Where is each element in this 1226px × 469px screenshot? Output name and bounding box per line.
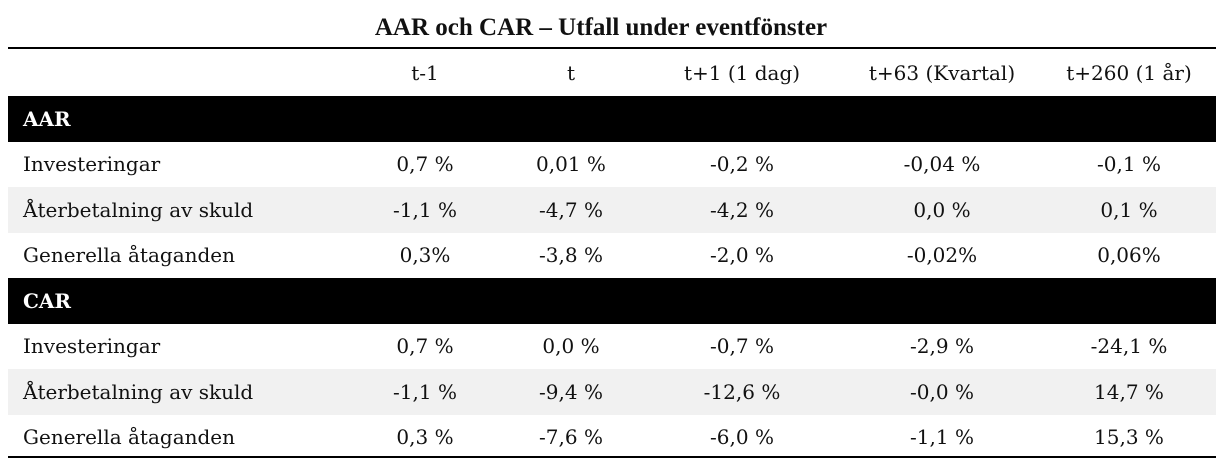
table-cell: 0,3 % xyxy=(396,425,454,450)
table-cell: 0,06% xyxy=(1097,243,1161,268)
table-row xyxy=(8,233,1216,279)
table-cell: -12,6 % xyxy=(642,369,842,415)
header-cell-t: t xyxy=(566,60,576,85)
table-title: AAR och CAR – Utfall under eventfönster xyxy=(374,14,828,41)
row-label: Investeringar xyxy=(23,334,161,359)
header-cell-t-minus-1: t-1 xyxy=(411,60,439,85)
table-cell: 0,7 % xyxy=(396,152,454,177)
table-cell: -1,1 % xyxy=(350,187,500,233)
table-cell: 0,01 % xyxy=(536,152,606,177)
header-cell-t-plus-260: t+260 (1 år) xyxy=(1066,60,1192,85)
table-cell: -0,1 % xyxy=(1097,152,1161,177)
header-cell-t-plus-63: t+63 (Kvartal) xyxy=(868,60,1016,85)
table-cell: -2,9 % xyxy=(910,334,974,359)
table-cell: 14,7 % xyxy=(1042,369,1216,415)
header-cell-t-plus-1: t+1 (1 dag) xyxy=(683,60,801,85)
section-title: AAR xyxy=(8,96,1216,142)
table-cell: -24,1 % xyxy=(1090,334,1168,359)
row-label: Investeringar xyxy=(23,152,161,177)
table-cell: 0,0 % xyxy=(842,187,1042,233)
table-cell: 0,3% xyxy=(399,243,451,268)
row-label: Generella åtaganden xyxy=(23,243,236,268)
table-cell: -7,6 % xyxy=(539,425,603,450)
table-row xyxy=(8,142,1216,188)
table-cell: -0,02% xyxy=(906,243,978,268)
table-cell: -4,7 % xyxy=(500,187,642,233)
header-row xyxy=(8,49,1216,96)
results-table xyxy=(8,49,1216,460)
table-row xyxy=(8,369,1216,415)
table-cell: 15,3 % xyxy=(1094,425,1164,450)
table-row xyxy=(8,324,1216,370)
table-cell: -1,1 % xyxy=(350,369,500,415)
section-header-aar xyxy=(8,96,1216,142)
bottom-rule xyxy=(8,456,1216,458)
table-cell: -0,04 % xyxy=(903,152,981,177)
table-cell: -3,8 % xyxy=(539,243,603,268)
table-cell: -0,2 % xyxy=(710,152,774,177)
header-cell-empty xyxy=(8,49,350,96)
table-cell: -6,0 % xyxy=(710,425,774,450)
table-cell: 0,7 % xyxy=(396,334,454,359)
row-label: Återbetalning av skuld xyxy=(8,369,350,415)
row-label: Generella åtaganden xyxy=(23,425,236,450)
table-cell: 0,1 % xyxy=(1042,187,1216,233)
table-cell: -0,7 % xyxy=(710,334,774,359)
section-header-car xyxy=(8,278,1216,324)
table-cell: -0,0 % xyxy=(842,369,1042,415)
row-label: Återbetalning av skuld xyxy=(8,187,350,233)
table-cell: -2,0 % xyxy=(710,243,774,268)
table-row xyxy=(8,187,1216,233)
table-cell: -4,2 % xyxy=(642,187,842,233)
section-title: CAR xyxy=(8,278,1216,324)
table-cell: 0,0 % xyxy=(542,334,600,359)
table-row xyxy=(8,415,1216,461)
table-cell: -9,4 % xyxy=(500,369,642,415)
table-cell: -1,1 % xyxy=(910,425,974,450)
